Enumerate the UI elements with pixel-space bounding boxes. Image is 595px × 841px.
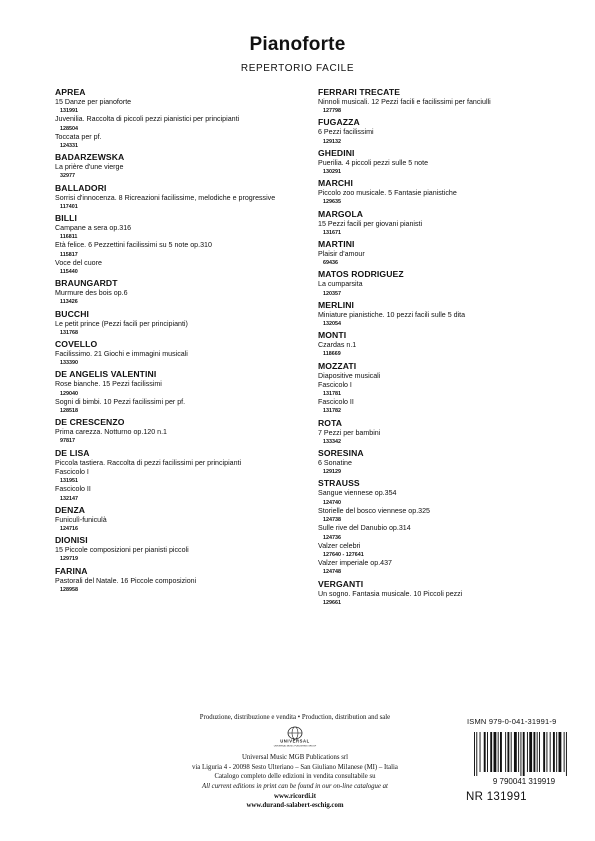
composer-entry [318, 448, 580, 476]
composer-name: MERLINI [318, 299, 355, 310]
composer-entry [318, 239, 580, 267]
composer-entry [55, 87, 310, 150]
catalog-note-en: All current editions in print can be found in our on-line catalogue at [202, 782, 388, 790]
composer-name: MONTI [318, 330, 347, 341]
logo-subline: UNIVERSAL MUSIC PUBLISHING GROUP [273, 745, 317, 747]
composer-entry [318, 148, 580, 176]
work-title: Campane a sera op.316 [55, 224, 132, 233]
work-code: 132054 [323, 321, 341, 328]
composer-entry [318, 330, 580, 358]
work-code: 120357 [323, 290, 341, 297]
work-code: 131951 [60, 478, 78, 485]
work-code: 129719 [60, 556, 78, 563]
company-name: Universal Music MGB Publications srl [241, 754, 349, 762]
barcode-bar [529, 732, 532, 772]
website-ricordi-link[interactable]: www.ricordi.it [274, 792, 316, 800]
barcode-bar [511, 732, 512, 772]
composer-entry [318, 579, 580, 607]
barcode-bar [474, 732, 475, 776]
work-title: Sogni di bimbi. 10 Pezzi facilissimi per pf. [55, 397, 186, 406]
barcode-digits: 9 790041 319919 [492, 777, 556, 786]
distribution-line: Produzione, distribuzione e vendita • Production, distribution and sale [199, 714, 391, 721]
work-title: 6 Sonatine [318, 459, 352, 468]
composer-entry [318, 478, 580, 576]
composer-entry [55, 448, 310, 503]
work-title: 7 Pezzi per bambini [318, 428, 381, 437]
work-title: Un sogno. Fantasia musicale. 10 Piccoli pezzi [318, 589, 463, 598]
work-code: 118669 [323, 351, 341, 358]
composer-entry [55, 566, 310, 594]
catalog-note-it: Catalogo completo delle edizioni in vendita consultabile su [214, 773, 376, 781]
work-code: 115817 [60, 251, 78, 258]
composer-name: DE ANGELIS VALENTINI [55, 369, 157, 380]
composer-entry [55, 183, 310, 211]
barcode-bar [527, 732, 528, 772]
composer-entry [318, 87, 580, 115]
work-code: 131781 [323, 391, 341, 398]
work-title: Pastorali del Natale. 16 Piccole composizioni [55, 576, 197, 585]
composer-name: DIONISI [55, 535, 88, 546]
barcode-bar [480, 732, 481, 772]
work-title: La prière d'une vierge [55, 163, 124, 172]
work-title: Le petit prince (Pezzi facili per principianti) [55, 319, 188, 328]
company-address: via Liguria 4 - 20098 Sesto Ulteriano – San Giuliano Milanese (MI) – Italia [192, 763, 398, 771]
work-title: Sorrisi d'innocenza. 8 Ricreazioni facilissime, melodiche e progressive [55, 193, 276, 202]
work-title: Czardas n.1 [318, 341, 357, 350]
barcode-bar [514, 732, 517, 772]
work-code: 124738 [323, 517, 341, 524]
work-code: 127640 - 127641 [323, 551, 364, 558]
barcode-bar [476, 732, 477, 776]
work-code: 128504 [60, 125, 78, 132]
logo-wordmark: UNIVERSAL [280, 738, 310, 744]
composer-name: APREA [55, 87, 86, 97]
work-code: 115440 [60, 269, 78, 276]
work-code: 131671 [323, 229, 341, 236]
barcode-bar [543, 732, 545, 772]
composer-name: GHEDINI [318, 147, 355, 158]
composer-name: BILLI [55, 213, 77, 224]
work-title: Puerilia. 4 piccoli pezzi sulle 5 note [318, 158, 429, 167]
barcode-bar [556, 732, 557, 772]
composer-entry [318, 209, 580, 237]
composer-name: DENZA [55, 504, 86, 515]
work-title: Miniature pianistiche. 10 pezzi facili sulle 5 dita [318, 310, 466, 319]
work-code: 127798 [323, 108, 341, 115]
work-title: Storielle del bosco viennese op.325 [318, 506, 431, 515]
work-code: 131768 [60, 329, 78, 336]
work-code: 124740 [323, 499, 341, 506]
publisher-footer [150, 713, 440, 811]
work-title: Fascicolo II [55, 485, 91, 494]
work-code: 133342 [323, 438, 341, 445]
barcode-bar [494, 732, 497, 772]
barcode-bar [500, 732, 502, 772]
catalog-number: NR 131991 [466, 791, 527, 803]
work-code: 116811 [60, 234, 78, 241]
composer-entry [55, 309, 310, 337]
composer-name: BADARZEWSKA [55, 152, 125, 163]
barcode-bar [533, 732, 535, 772]
work-code: 131991 [60, 108, 78, 115]
composer-entry [55, 369, 310, 415]
composer-entry [318, 300, 580, 328]
work-code: 129129 [323, 469, 341, 476]
composer-name: MOZZATI [318, 360, 357, 371]
ismn-block [466, 717, 584, 803]
website-durand-link[interactable]: www.durand-salabert-eschig.com [246, 802, 344, 810]
publisher-logo [150, 725, 440, 754]
work-title: Valzer imperiale op.437 [318, 559, 392, 568]
composer-entry [318, 178, 580, 206]
barcode-bar [523, 732, 525, 776]
page-subtitle: REPERTORIO FACILE [240, 63, 355, 74]
work-code: 69436 [323, 260, 338, 267]
composer-name: MARGOLA [318, 208, 364, 219]
work-title: Piccola tastiera. Raccolta di pezzi facilissimi per principianti [55, 458, 242, 467]
barcode-bar [537, 732, 538, 772]
work-title: Murmure des bois op.6 [55, 289, 128, 298]
work-code: 97817 [60, 438, 75, 445]
composer-entry [318, 361, 580, 416]
composer-entry [55, 417, 310, 445]
composer-name: BUCCHI [55, 308, 90, 319]
work-title: Juvenilia. Raccolta di piccoli pezzi pianistici per principianti [55, 115, 240, 124]
composer-name: VERGANTI [318, 578, 364, 589]
barcode-bar [559, 732, 562, 772]
composer-entry [55, 278, 310, 306]
composer-name: FUGAZZA [318, 117, 360, 128]
work-title: Fascicolo II [318, 398, 354, 407]
work-code: 124331 [60, 143, 78, 150]
composer-name: DE CRESCENZO [55, 417, 125, 428]
work-title: La cumparsita [318, 280, 363, 289]
work-code: 129635 [323, 199, 341, 206]
page-title: Pianoforte [249, 34, 346, 55]
work-code: 124748 [323, 569, 341, 576]
work-code: 133390 [60, 360, 78, 367]
work-code: 124716 [60, 525, 78, 532]
composer-entry [318, 117, 580, 145]
barcode-bar [520, 732, 521, 776]
work-title: Fascicolo I [55, 467, 89, 476]
barcode-bar [505, 732, 506, 772]
work-title: Plaisir d'amour [318, 250, 365, 259]
composer-entry [55, 152, 310, 180]
composer-entry [55, 535, 310, 563]
composer-entry [318, 269, 580, 297]
barcode-bar [564, 732, 565, 772]
work-code: 129132 [323, 138, 341, 145]
work-title: 15 Danze per pianoforte [55, 98, 132, 106]
work-code: 117401 [60, 203, 78, 210]
composer-entry [318, 418, 580, 446]
barcode-bar [490, 732, 492, 772]
composer-name: FERRARI TRECATE [318, 87, 401, 97]
work-title: Fascicolo I [318, 380, 352, 389]
work-code: 129040 [60, 390, 78, 397]
work-title: Piccolo zoo musicale. 5 Fantasie pianistiche [318, 189, 457, 198]
work-code: 32977 [60, 173, 75, 180]
barcode-bar [539, 732, 540, 772]
work-title: Voce del cuore [55, 258, 102, 267]
composer-entry [55, 213, 310, 276]
work-title: Toccata per pf. [55, 132, 102, 141]
composer-column-left [55, 87, 310, 596]
work-title: Diapositive musicali [318, 371, 381, 380]
composer-entry [55, 339, 310, 367]
barcode [466, 730, 582, 786]
composer-name: FARINA [55, 565, 88, 576]
work-code: 129661 [323, 599, 341, 606]
work-title: Prima carezza. Notturno op.120 n.1 [55, 428, 167, 437]
composer-name: MATOS RODRIGUEZ [318, 269, 404, 280]
work-title: Rose bianche. 15 Pezzi facilissimi [55, 380, 162, 389]
barcode-bar [566, 732, 567, 776]
composer-name: DE LISA [55, 447, 90, 458]
barcode-bar [484, 732, 486, 772]
work-title: Sangue viennese op.354 [318, 489, 397, 498]
work-title: Età felice. 6 Pezzettini facilissimi su 5 note op.310 [55, 241, 212, 250]
work-code: 132147 [60, 495, 78, 502]
work-title: Ninnoli musicali. 12 Pezzi facili e facilissimi per fanciulli [318, 98, 491, 106]
work-title: 15 Pezzi facili per giovani pianisti [318, 219, 423, 228]
work-title: Facilissimo. 21 Giochi e immagini musicali [55, 350, 188, 359]
composer-column-right [318, 87, 580, 609]
work-code: 124736 [323, 534, 341, 541]
barcode-bar [487, 732, 488, 772]
composer-name: MARCHI [318, 178, 353, 189]
composer-name: MARTINI [318, 239, 355, 250]
composer-name: COVELLO [55, 339, 98, 350]
barcode-bar [550, 732, 551, 772]
barcode-bar [498, 732, 499, 772]
universal-globe-icon [265, 725, 325, 747]
barcode-bar [507, 732, 509, 772]
barcode-bar [546, 732, 547, 772]
work-title: 15 Piccole composizioni per pianisti piccoli [55, 546, 189, 555]
composer-name: ROTA [318, 417, 343, 428]
work-code: 128958 [60, 586, 78, 593]
work-code: 131782 [323, 408, 341, 415]
work-code: 130291 [323, 169, 341, 176]
barcode-bar [553, 732, 555, 772]
work-title: Funiculì-funiculà [55, 515, 107, 524]
composer-name: SORESINA [318, 448, 364, 459]
work-code: 128518 [60, 408, 78, 415]
composer-name: BALLADORI [55, 182, 107, 193]
work-title: Sulle rive del Danubio op.314 [318, 524, 411, 533]
composer-name: BRAUNGARDT [55, 278, 118, 289]
work-code: 113426 [60, 299, 78, 306]
ismn-number: ISMN 979-0-041-31991-9 [467, 717, 557, 726]
work-title: Valzer celebri [318, 541, 361, 550]
barcode-bar [518, 732, 519, 772]
work-title: 6 Pezzi facilissimi [318, 128, 374, 137]
composer-name: STRAUSS [318, 478, 360, 489]
composer-entry [55, 505, 310, 533]
